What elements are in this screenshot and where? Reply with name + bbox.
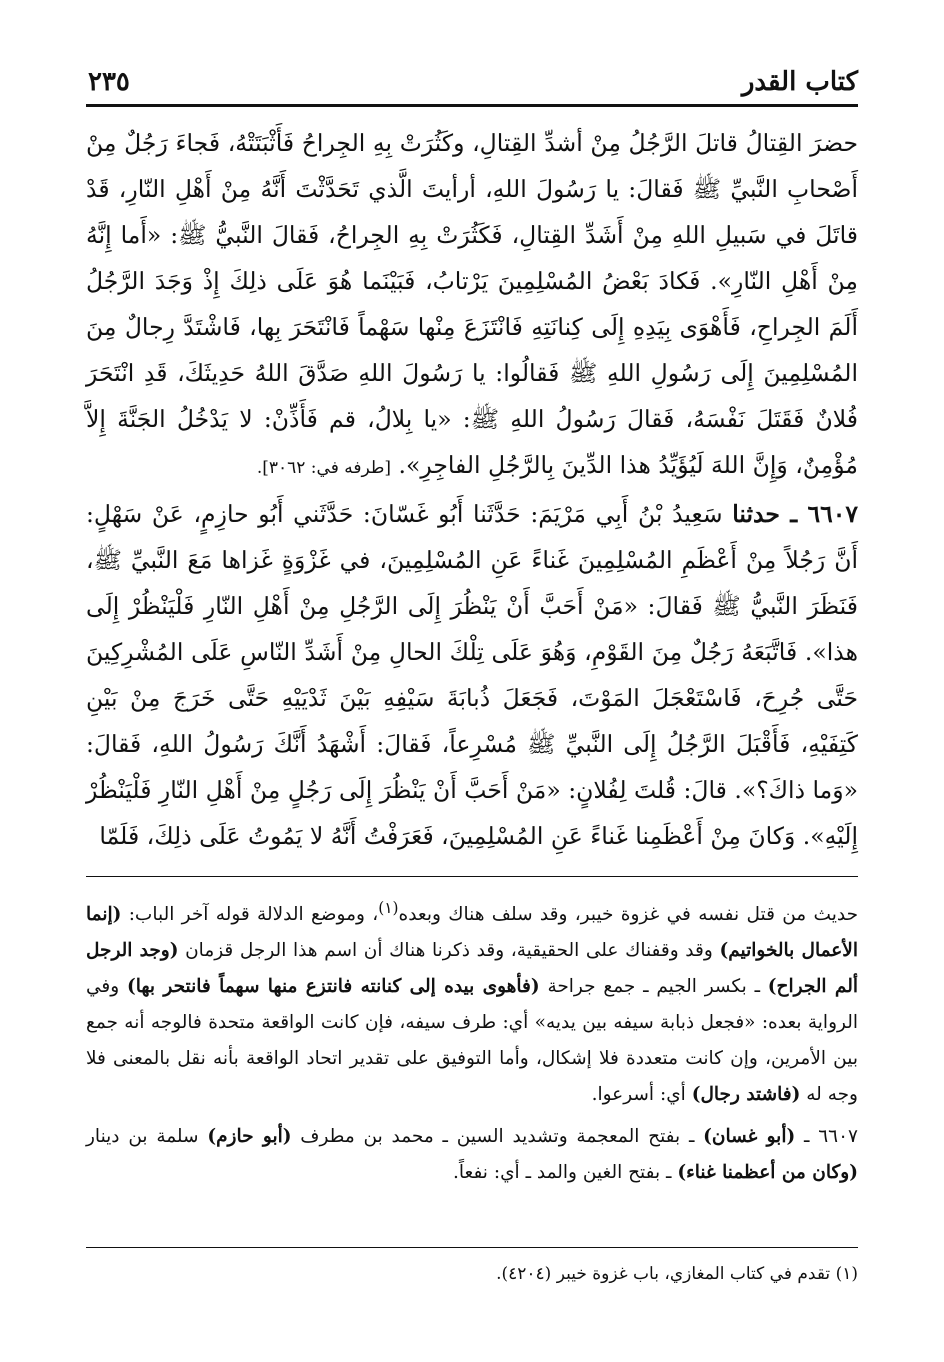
footnote-text: تقدم في كتاب المغازي، باب غزوة خيبر (٤٢٠٤). bbox=[496, 1264, 831, 1284]
commentary-text: ، وموضع الدلالة قوله آخر الباب: bbox=[128, 904, 379, 926]
quoted-phrase: (وكان من أعظمنا غناء) bbox=[677, 1162, 858, 1184]
commentary-text: ـ بكسر الجيم ـ جمع جراحة bbox=[547, 976, 760, 998]
footnote-marker: (١) bbox=[378, 899, 399, 917]
page-number: ٢٣٥ bbox=[88, 67, 130, 97]
commentary-text: حديث من قتل نفسه في غزوة خيبر، وقد سلف هناك وبعده bbox=[398, 904, 859, 926]
quoted-phrase: (فأهوى بيده إلى كنانته فانتزع منها سهماً فانتحر بها) bbox=[126, 976, 540, 998]
footnote-separator bbox=[86, 1247, 858, 1248]
cross-reference: [طرفه في: ٣٠٦٢]. bbox=[256, 458, 392, 478]
quoted-phrase: (فاشتد رجال) bbox=[691, 1084, 801, 1106]
quoted-phrase: (وجد الرجل ألم الجراح) bbox=[86, 940, 858, 998]
commentary-text: ـ بفتح المعجمة وتشديد السين ـ محمد بن مطرف bbox=[300, 1126, 695, 1148]
commentary-separator bbox=[86, 876, 858, 877]
header-rule bbox=[86, 104, 858, 107]
quoted-phrase: (إنما الأعمال بالخواتيم) bbox=[86, 904, 859, 962]
hadith-number: ٦٦٠٧ ـ حدثنا bbox=[732, 500, 858, 528]
hadith-body-2: سَعِيدُ بْنُ أَبِي مَرْيَمَ: حَدَّثَنا أَبُو غَسّانَ: حَدَّثَني أَبُو حازِمٍ، عَنْ سَهْلٍ: أَنَّ رَجُلاً مِنْ أَعْظَمِ المُسْلِمِينَ غَناءً عَنِ المُسْلِمِينَ، في غَزْوَةٍ غَزاها مَعَ النَّبيِّ ﷺ، فَنَظَرَ النَّبيُّ ﷺ فَقالَ: «مَنْ أَحَبَّ أَنْ يَنْظُرَ إِلَى الرَّجُلِ مِنْ أَهْلِ النّارِ فَلْيَنْظُرْ إِلَى هذا». فَاتَّبَعَهُ رَجُلٌ مِنَ القَوْمِ، وَهُوَ عَلَى تِلْكَ الحالِ مِنْ أَشَدِّ النّاسِ عَلَى المُشْرِكِينَ حَتَّى جُرِحَ، فَاسْتَعْجَلَ المَوْتَ، فَجَعَلَ ذُبابَةَ سَيْفِهِ بَيْنَ ثَدْيَيْهِ حَتَّى خَرَجَ مِنْ بَيْنِ كَتِفَيْهِ، فَأَقْبَلَ الرَّجُلُ إِلَى النَّبيِّ ﷺ مُسْرِعاً، فَقالَ: أَشْهَدُ أَنَّكَ رَسُولُ اللهِ، فَقالَ: «وَما ذاكَ؟». قالَ: قُلتَ لِفُلانٍ: «مَنْ أَحَبَّ أَنْ يَنْظُرَ إِلَى رَجُلٍ مِنْ أَهْلِ النّارِ فَلْيَنْظُرْ إِلَيْهِ». وَكانَ مِنْ أَعْظَمِنا غَناءً عَنِ المُسْلِمِينَ، فَعَرَفْتُ أَنَّهُ لا يَمُوتُ عَلَى ذلِكَ، فَلَمّا bbox=[86, 500, 858, 850]
chapter-title: كتاب القدر bbox=[741, 67, 858, 97]
running-header bbox=[88, 62, 858, 102]
commentary-text: وفي الرواية بعده: «فجعل ذبابة سيفه بين يديه» أي: طرف سيفه، فإن كانت الواقعة متحدة فالوجه أنه جمع بين الأمرين، وإن كانت متعددة فلا إشكال، وأما التوفيق على تقدير اتحاد الواقعة بأنه نقل بالمعنى فلا وجه له bbox=[86, 976, 858, 1106]
commentary-text: أي: أسرعوا. bbox=[591, 1084, 686, 1106]
hadith-body-1: حضرَ القِتالُ قاتلَ الرَّجُلُ مِنْ أشدِّ القِتالِ، وكَثُرَتْ بِهِ الجِراحُ فَأَثْبَتَتْهُ، فَجاءَ رَجُلٌ مِنْ أَصْحابِ النَّبيِّ ﷺ فَقالَ: يا رَسُولَ اللهِ، أرأيتَ الَّذي تَحَدَّثْتَ أَنَّهُ مِنْ أَهْلِ النّارِ، قَدْ قاتَلَ في سَبيلِ اللهِ مِنْ أَشَدِّ القِتالِ، فَكَثُرَتْ بِهِ الجِراحُ، فَقالَ النَّبيُّ ﷺ: «أَما إِنَّهُ مِنْ أَهْلِ النّارِ». فَكادَ بَعْضُ المُسْلِمِينَ يَرْتابُ، فَبَيْنَما هُوَ عَلَى ذلِكَ إِذْ وَجَدَ الرَّجُلُ أَلَمَ الجِراحِ، فَأَهْوَى بِيَدِهِ إِلَى كِنانَتِهِ فَانْتَزَعَ مِنْها سَهْماً فَانْتَحَرَ بِها، فَاشْتَدَّ رِجالٌ مِنَ المُسْلِمِينَ إِلَى رَسُولِ اللهِ ﷺ فَقالُوا: يا رَسُولَ اللهِ صَدَّقَ اللهُ حَدِيثَكَ، قَدِ انْتَحَرَ فُلانٌ فَقَتَلَ نَفْسَهُ، فَقالَ رَسُولُ اللهِ ﷺ: «يا بِلالُ، قم فَأَذِّنْ: لا يَدْخُلُ الجَنَّةَ إِلاَّ مُؤْمِنٌ، وَإِنَّ اللهَ لَيُؤَيِّدُ هذا الدِّينَ بِالرَّجُلِ الفاجِرِ». bbox=[86, 129, 858, 479]
commentary-text: وقد وقفناك على الحقيقية، وقد ذكرنا هناك أن اسم هذا الرجل قزمان bbox=[185, 940, 713, 962]
commentary-text: ـ بفتح الغين والمد ـ أي: نفعاً. bbox=[453, 1162, 672, 1184]
footnote-number: (١) bbox=[835, 1264, 858, 1284]
quoted-phrase: (أبو غسان) bbox=[703, 1126, 796, 1148]
hadith-text bbox=[86, 120, 858, 859]
hadith-paragraph-1 bbox=[86, 120, 858, 491]
footnote bbox=[86, 1258, 858, 1290]
commentary-text: سلمة بن دينار bbox=[86, 1126, 199, 1148]
commentary-paragraph-2 bbox=[86, 1119, 858, 1191]
hadith-paragraph-2 bbox=[86, 491, 858, 859]
commentary-paragraph-1 bbox=[86, 890, 858, 1113]
quoted-phrase: (أبو حازم) bbox=[207, 1126, 292, 1148]
commentary bbox=[86, 890, 858, 1197]
commentary-number: ٦٦٠٧ ـ bbox=[804, 1126, 858, 1148]
